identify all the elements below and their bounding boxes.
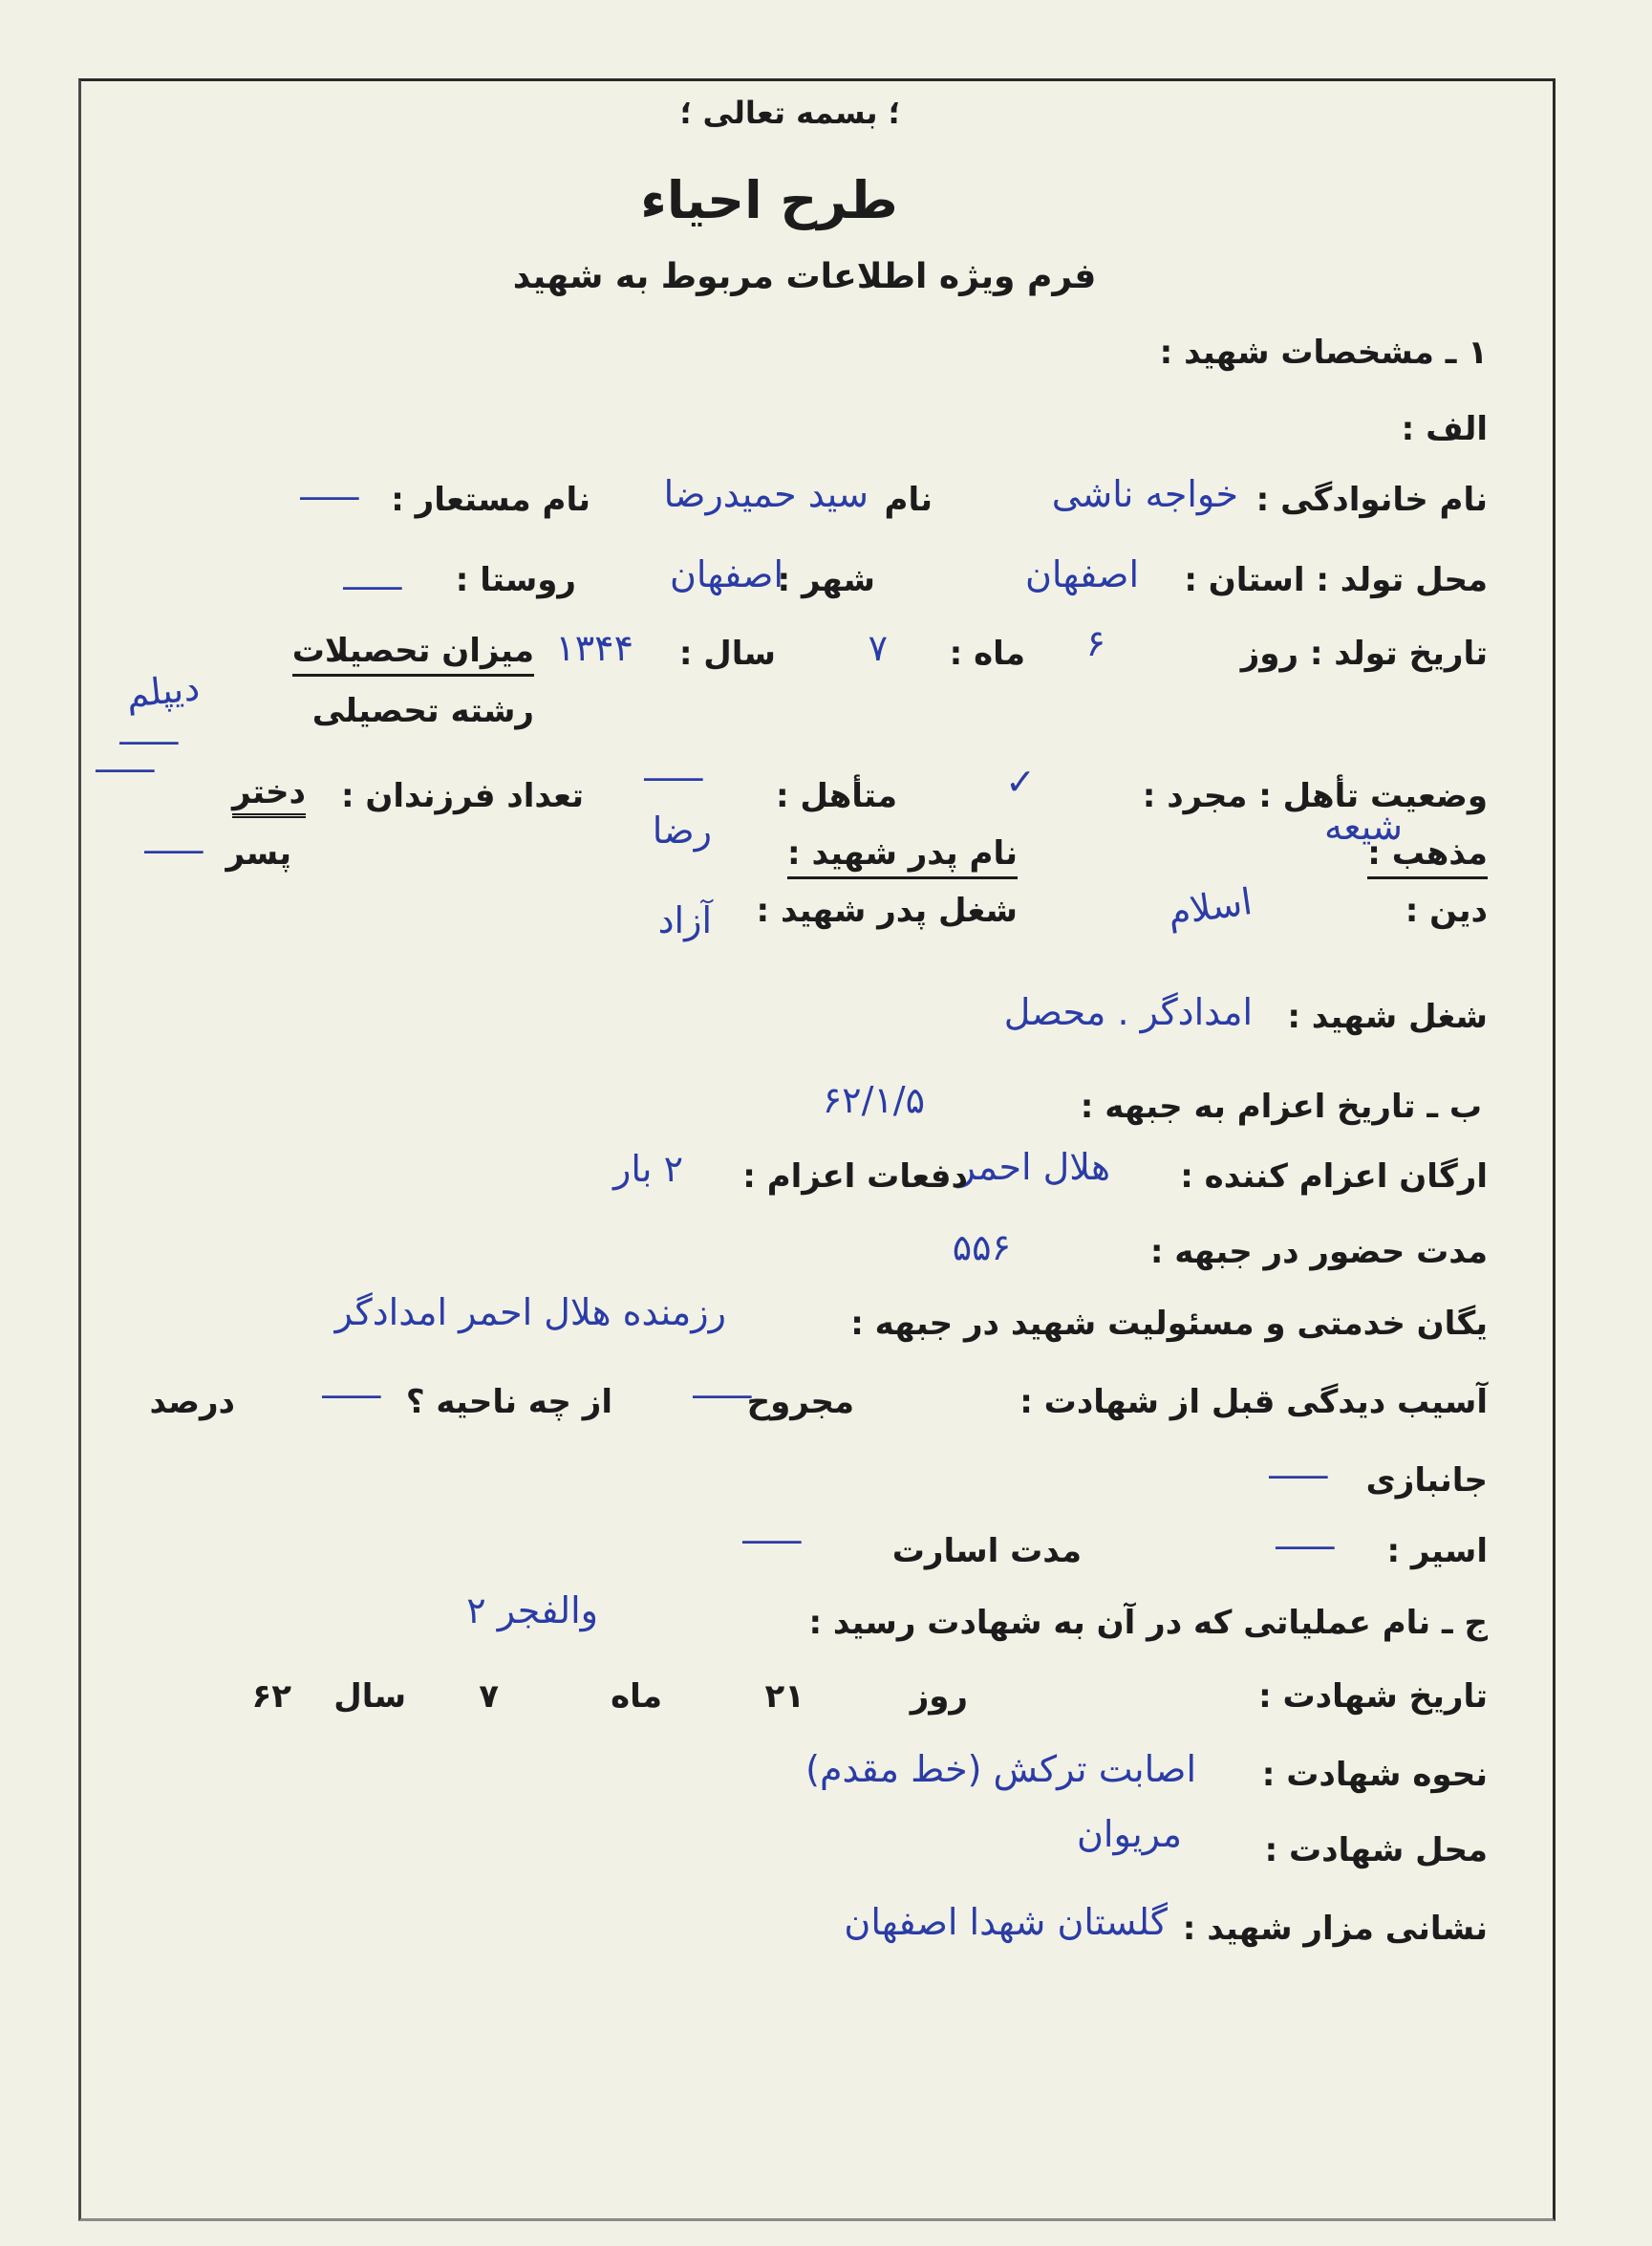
project-title: طرح احیاء [640, 170, 898, 230]
form-border [78, 78, 1555, 2221]
madhhab-label: مذهب : [1367, 833, 1488, 879]
part-a-label: الف : [1401, 410, 1488, 448]
captivity-duration-value: — [739, 1519, 805, 1561]
birth-year-value: ۱۳۴۴ [555, 627, 633, 669]
daughters-label: دختر [232, 772, 306, 818]
section-1-title: ۱ ـ مشخصات شهید : [1159, 334, 1488, 372]
birth-day-value: ۶ [1085, 622, 1105, 664]
alias-label: نام مستعار : [391, 481, 590, 519]
birth-month-value: ۷ [868, 627, 888, 669]
dispatch-date-value: ۶۲/۱/۵ [822, 1079, 925, 1121]
martyr-job-label: شغل شهید : [1287, 998, 1488, 1036]
religion-label: دین : [1405, 892, 1488, 930]
martyr-job-value: امدادگر . محصل [1003, 991, 1253, 1033]
religion-value: اسلام [1165, 880, 1255, 934]
family-name-value: خواجه ناشی [1051, 473, 1238, 515]
children-count-label: تعداد فرزندان : [340, 777, 584, 815]
dispatch-date-label: ب ـ تاریخ اعزام به جبهه : [1080, 1088, 1482, 1126]
injury-region-value: — [318, 1373, 384, 1415]
father-job-label: شغل پدر شهید : [756, 892, 1018, 930]
grave-address-value: گلستان شهدا اصفهان [844, 1901, 1168, 1943]
field-of-study-value: — [116, 720, 182, 762]
dispatch-org-value: هلال احمر [957, 1146, 1110, 1188]
first-name-value: سید حمیدرضا [663, 473, 869, 515]
marital-status-label: وضعیت تأهل : مجرد : [1142, 777, 1488, 815]
sons-value: — [140, 829, 206, 871]
martyrdom-day-label: روز [910, 1677, 968, 1716]
martyrdom-date-label: تاریخ شهادت : [1258, 1677, 1488, 1716]
father-name-value: رضا [652, 810, 712, 852]
operation-label: ج ـ نام عملیاتی که در آن به شهادت رسید : [808, 1604, 1488, 1642]
unit-responsibility-value: رزمنده هلال احمر امدادگر [334, 1291, 726, 1333]
martyrdom-year-value: ۶۲ [251, 1677, 291, 1716]
martyrdom-place-value: مریوان [1077, 1813, 1182, 1855]
injury-label: آسیب دیدگی قبل از شهادت : [1019, 1383, 1488, 1421]
captivity-duration-label: مدت اسارت [891, 1532, 1082, 1570]
captive-value: — [1272, 1524, 1338, 1566]
father-name-label: نام پدر شهید : [787, 833, 1018, 879]
dispatch-org-label: ارگان اعزام کننده : [1180, 1157, 1488, 1196]
martyrdom-manner-label: نحوه شهادت : [1261, 1756, 1488, 1794]
married-value: — [640, 756, 706, 798]
martyrdom-day-value: ۲۱ [764, 1677, 805, 1716]
birthplace-label: محل تولد : استان : [1184, 561, 1488, 599]
injured-label: مجروح [746, 1383, 854, 1421]
martyrdom-place-label: محل شهادت : [1264, 1831, 1488, 1869]
invocation: ؛ بسمه تعالی ؛ [679, 95, 901, 131]
field-of-study-label: رشته تحصیلی [311, 692, 534, 730]
birth-year-label: سال : [678, 635, 776, 673]
injured-value: — [689, 1373, 755, 1415]
city-value: اصفهان [669, 553, 783, 595]
form-title: فرم ویژه اطلاعات مربوط به شهید [512, 257, 1097, 296]
martyrdom-manner-value: اصابت ترکش (خط مقدم) [805, 1748, 1196, 1790]
madhhab-value: شیعه [1323, 806, 1403, 848]
birth-date-label: تاریخ تولد : روز [1240, 635, 1488, 673]
martyrdom-month-value: ۷ [479, 1677, 499, 1716]
grave-address-label: نشانی مزار شهید : [1182, 1910, 1488, 1948]
unit-responsibility-label: یگان خدمتی و مسئولیت شهید در جبهه : [850, 1305, 1488, 1343]
operation-value: والفجر ۲ [466, 1589, 598, 1631]
captive-label: اسیر : [1386, 1532, 1488, 1570]
family-name-label: نام خانوادگی : [1255, 481, 1488, 519]
percent-label: درصد [149, 1383, 235, 1421]
birth-month-label: ماه : [949, 635, 1025, 673]
first-name-label: نام [884, 481, 933, 519]
daughters-value: — [92, 747, 158, 789]
father-job-value: آزاد [657, 899, 712, 941]
veteran-label: جانبازی [1365, 1461, 1488, 1500]
alias-value: — [296, 475, 362, 517]
martyrdom-year-label: سال [333, 1677, 406, 1716]
sons-label: پسر [225, 834, 291, 873]
city-label: شهر : [777, 561, 875, 599]
front-duration-label: مدت حضور در جبهه : [1149, 1233, 1488, 1271]
village-label: روستا : [455, 561, 576, 599]
dispatch-times-label: دفعات اعزام : [742, 1157, 968, 1196]
province-value: اصفهان [1024, 553, 1139, 595]
single-check-mark: ✓ [1005, 761, 1036, 803]
injury-region-label: از چه ناحیه ؟ [405, 1383, 612, 1421]
veteran-value: — [1265, 1454, 1331, 1496]
village-value: — [339, 565, 405, 607]
dispatch-times-value: ۲ بار [612, 1148, 683, 1190]
married-label: متأهل : [775, 777, 897, 815]
education-level-value: دیپلم [123, 666, 203, 716]
education-level-label: میزان تحصیلات [292, 631, 534, 677]
martyrdom-month-label: ماه [611, 1677, 662, 1716]
front-duration-value: ۵۵۶ [952, 1226, 1011, 1268]
